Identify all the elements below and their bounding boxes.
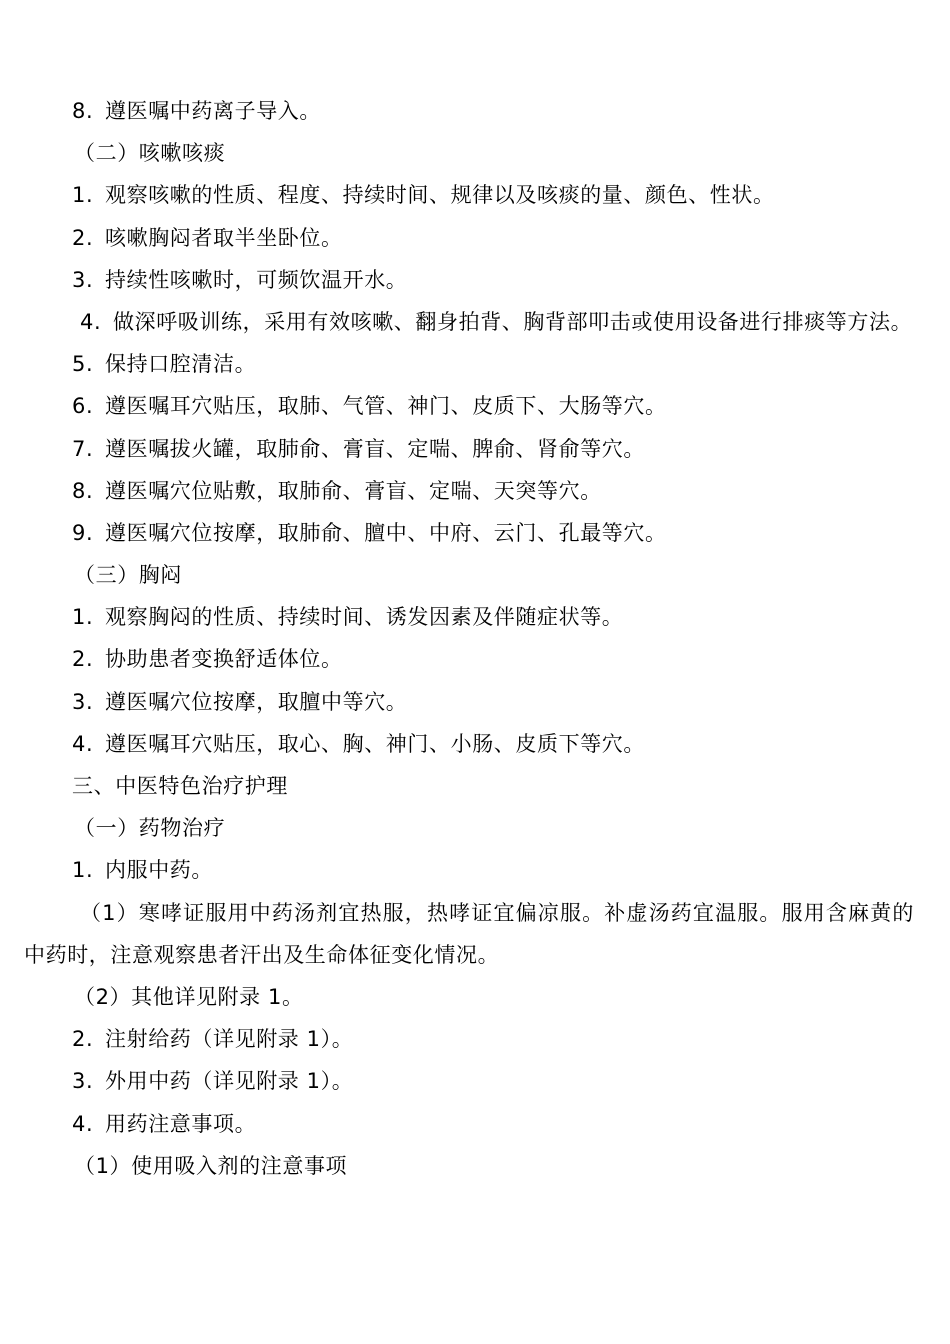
list-item: [24, 1018, 914, 1060]
list-item: [24, 1103, 914, 1145]
subsection-heading: （一）药物治疗: [74, 816, 226, 841]
item-number: 5.: [72, 352, 94, 377]
item-number: 3.: [72, 267, 94, 292]
item-text: 观察咳嗽的性质、程度、持续时间、规律以及咳痰的量、颜色、性状。: [105, 183, 775, 208]
item-text: 观察胸闷的性质、持续时间、诱发因素及伴随症状等。: [105, 605, 624, 630]
list-item: [24, 428, 914, 470]
item-text: 咳嗽胸闷者取半坐卧位。: [105, 225, 343, 250]
list-item: [24, 217, 914, 259]
subsection-heading: （二）咳嗽咳痰: [74, 141, 226, 166]
paragraph: （2）其他详见附录 1。: [74, 984, 304, 1009]
list-item: [24, 301, 914, 343]
list-item: [24, 638, 914, 680]
subsection-heading: （三）胸闷: [74, 563, 182, 588]
item-text: 内服中药。: [105, 858, 213, 883]
item-number: 7.: [72, 436, 94, 461]
item-number: 1.: [72, 858, 94, 883]
list-item: [24, 470, 914, 512]
paragraph: （1）使用吸入剂的注意事项: [74, 1153, 348, 1178]
item-number: 9.: [72, 520, 94, 545]
item-number: 4.: [72, 731, 94, 756]
item-text: 遵医嘱穴位按摩，取肺俞、膻中、中府、云门、孔最等穴。: [105, 520, 667, 545]
list-item: [24, 1060, 914, 1102]
item-number: 3.: [72, 1069, 94, 1094]
section-heading: 三、中医特色治疗护理: [72, 774, 288, 799]
paragraph: （1）寒哮证服用中药汤剂宜热服，热哮证宜偏凉服。补虚汤药宜温服。服用含麻黄的中药时，注意观察患者汗出及生命体征变化情况。: [24, 900, 914, 967]
item-text: 持续性咳嗽时，可频饮温开水。: [105, 267, 408, 292]
item-number: 6.: [72, 394, 94, 419]
item-text: 保持口腔清洁。: [105, 352, 257, 377]
item-text: 做深呼吸训练，采用有效咳嗽、翻身拍背、胸背部叩击或使用设备进行排痰等方法。: [113, 309, 913, 334]
list-item: [24, 512, 914, 554]
list-item: [24, 259, 914, 301]
list-item: [24, 723, 914, 765]
list-item: [24, 174, 914, 216]
item-number: 1.: [72, 183, 94, 208]
item-number: 1.: [72, 605, 94, 630]
item-number: 2.: [72, 647, 94, 672]
list-item: [24, 681, 914, 723]
list-item: [24, 849, 914, 891]
item-text: 遵医嘱耳穴贴压，取心、胸、神门、小肠、皮质下等穴。: [105, 731, 645, 756]
item-text: 遵医嘱穴位贴敷，取肺俞、膏盲、定喘、天突等穴。: [105, 478, 602, 503]
list-item: [24, 596, 914, 638]
item-text: 用药注意事项。: [105, 1111, 257, 1136]
item-number: 3.: [72, 689, 94, 714]
list-item: [24, 90, 914, 132]
item-text: 注射给药（详见附录 1）。: [105, 1027, 354, 1052]
list-item: [24, 385, 914, 427]
item-number: 2.: [72, 225, 94, 250]
item-text: 遵医嘱拔火罐，取肺俞、膏盲、定喘、脾俞、肾俞等穴。: [105, 436, 645, 461]
item-number: 4.: [80, 309, 102, 334]
item-text: 遵医嘱穴位按摩，取膻中等穴。: [105, 689, 408, 714]
item-number: 2.: [72, 1027, 94, 1052]
item-number: 8.: [72, 99, 94, 123]
item-number: 4.: [72, 1111, 94, 1136]
item-text: 外用中药（详见附录 1）。: [105, 1069, 354, 1094]
item-text: 遵医嘱中药离子导入。: [105, 99, 321, 123]
item-number: 8.: [72, 478, 94, 503]
item-text: 协助患者变换舒适体位。: [105, 647, 343, 672]
document-body: [24, 90, 914, 1187]
item-text: 遵医嘱耳穴贴压，取肺、气管、神门、皮质下、大肠等穴。: [105, 394, 667, 419]
list-item: [24, 343, 914, 385]
